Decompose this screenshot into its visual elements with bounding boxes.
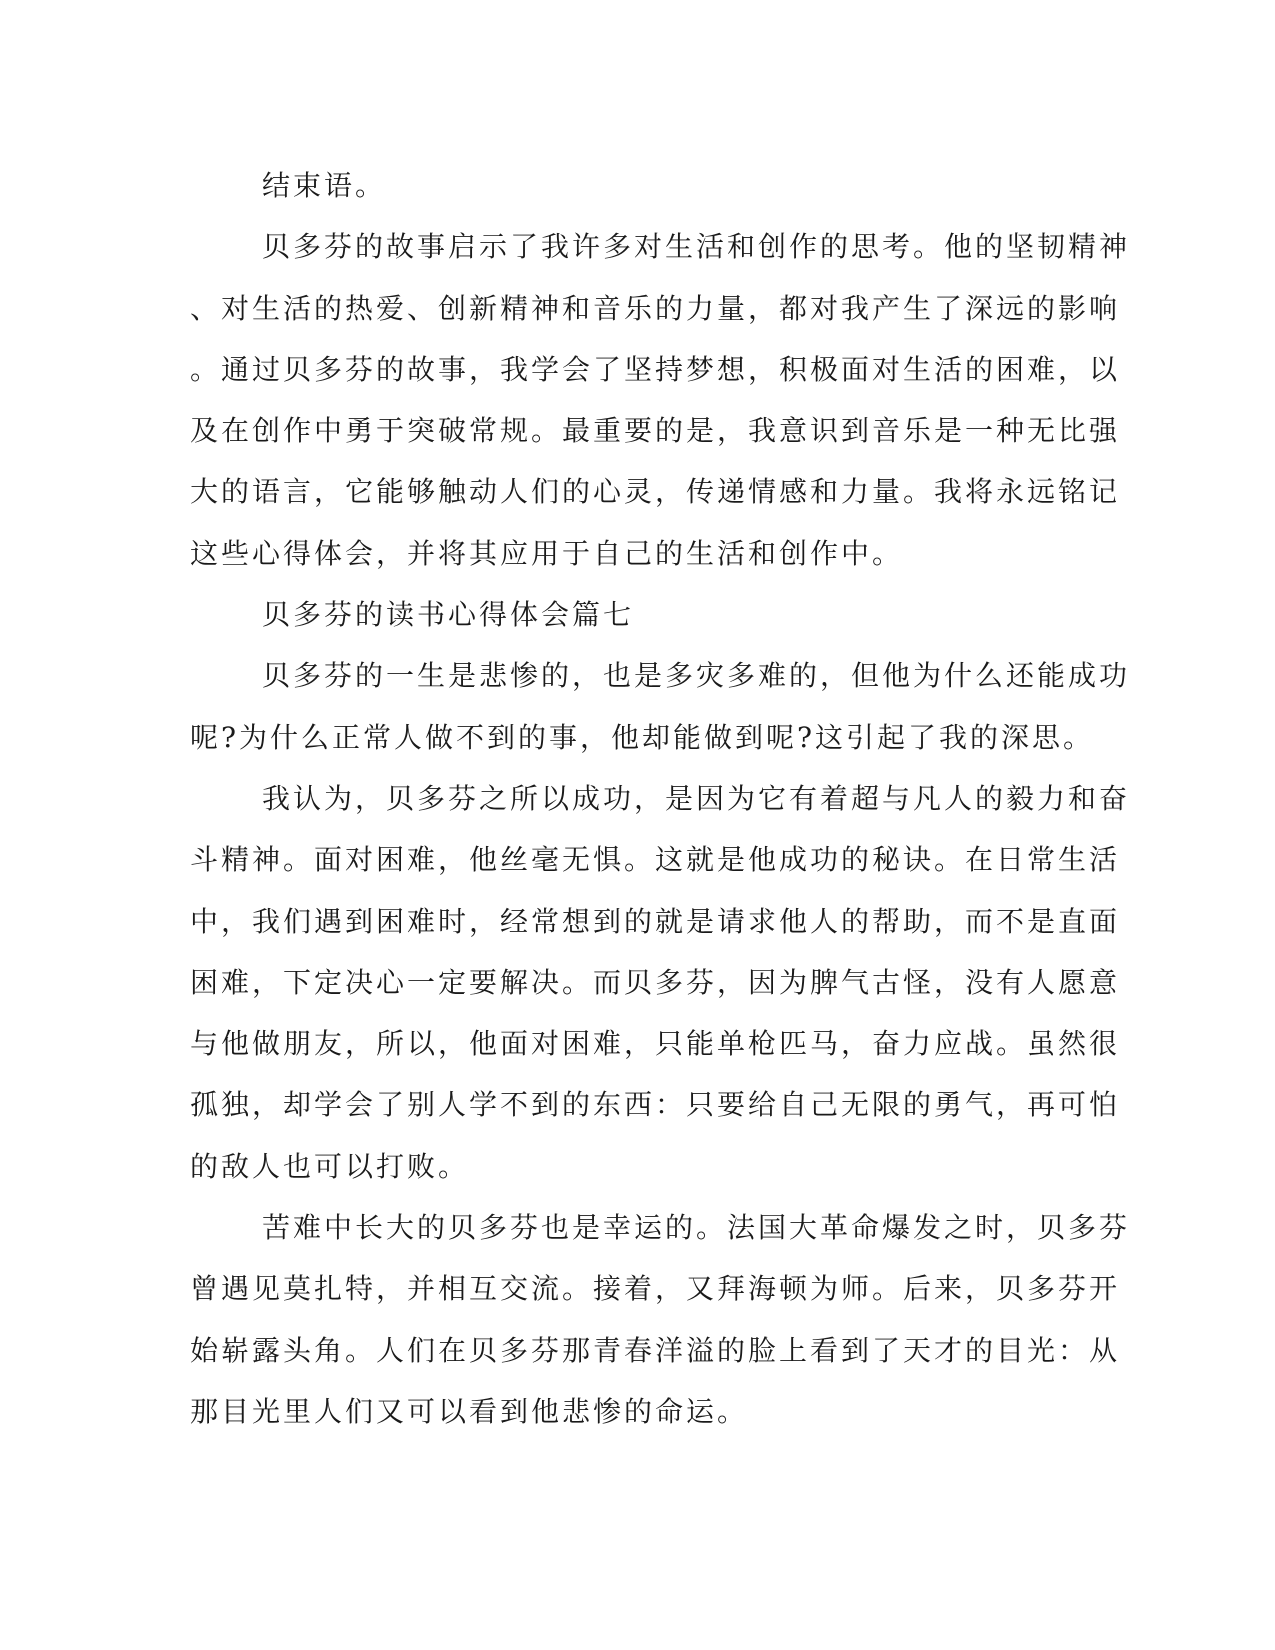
paragraph-line: 、对生活的热爱、创新精神和音乐的力量，都对我产生了深远的影响: [190, 291, 1121, 325]
paragraph-line: 这些心得体会，并将其应用于自己的生活和创作中。: [190, 536, 904, 570]
paragraph-line: 贝多芬的一生是悲惨的，也是多灾多难的，但他为什么还能成功: [262, 659, 1131, 693]
closing-heading: 结束语。: [262, 169, 387, 202]
paragraph-line: 呢?为什么正常人做不到的事，他却能做到呢?这引起了我的深思。: [190, 720, 1095, 754]
document-body: [190, 155, 1131, 1442]
paragraph-line: 贝多芬的故事启示了我许多对生活和创作的思考。他的坚韧精神: [262, 230, 1131, 264]
paragraph-line: 始崭露头角。人们在贝多芬那青春洋溢的脸上看到了天才的目光：从: [190, 1333, 1121, 1367]
paragraph-line: 的敌人也可以打败。: [190, 1149, 470, 1183]
paragraph-line: 孤独，却学会了别人学不到的东西：只要给自己无限的勇气，再可怕: [190, 1088, 1121, 1122]
paragraph-line: 。通过贝多芬的故事，我学会了坚持梦想，积极面对生活的困难，以: [190, 352, 1121, 386]
paragraph-line: 斗精神。面对困难，他丝毫无惧。这就是他成功的秘诀。在日常生活: [190, 843, 1121, 877]
paragraph-line: 曾遇见莫扎特，并相互交流。接着，又拜海顿为师。后来，贝多芬开: [190, 1272, 1121, 1306]
paragraph-line: 及在创作中勇于突破常规。最重要的是，我意识到音乐是一种无比强: [190, 414, 1121, 448]
paragraph-line: 与他做朋友，所以，他面对困难，只能单枪匹马，奋力应战。虽然很: [190, 1027, 1121, 1061]
paragraph-line: 那目光里人们又可以看到他悲惨的命运。: [190, 1394, 749, 1428]
paragraph-line: 我认为，贝多芬之所以成功，是因为它有着超与凡人的毅力和奋: [262, 781, 1131, 815]
paragraph-line: 苦难中长大的贝多芬也是幸运的。法国大革命爆发之时，贝多芬: [262, 1211, 1131, 1245]
paragraph-line: 中，我们遇到困难时，经常想到的就是请求他人的帮助，而不是直面: [190, 904, 1121, 938]
paragraph-line: 大的语言，它能够触动人们的心灵，传递情感和力量。我将永远铭记: [190, 475, 1121, 509]
section-title: 贝多芬的读书心得体会篇七: [262, 598, 635, 632]
paragraph-line: 困难，下定决心一定要解决。而贝多芬，因为脾气古怪，没有人愿意: [190, 965, 1121, 999]
